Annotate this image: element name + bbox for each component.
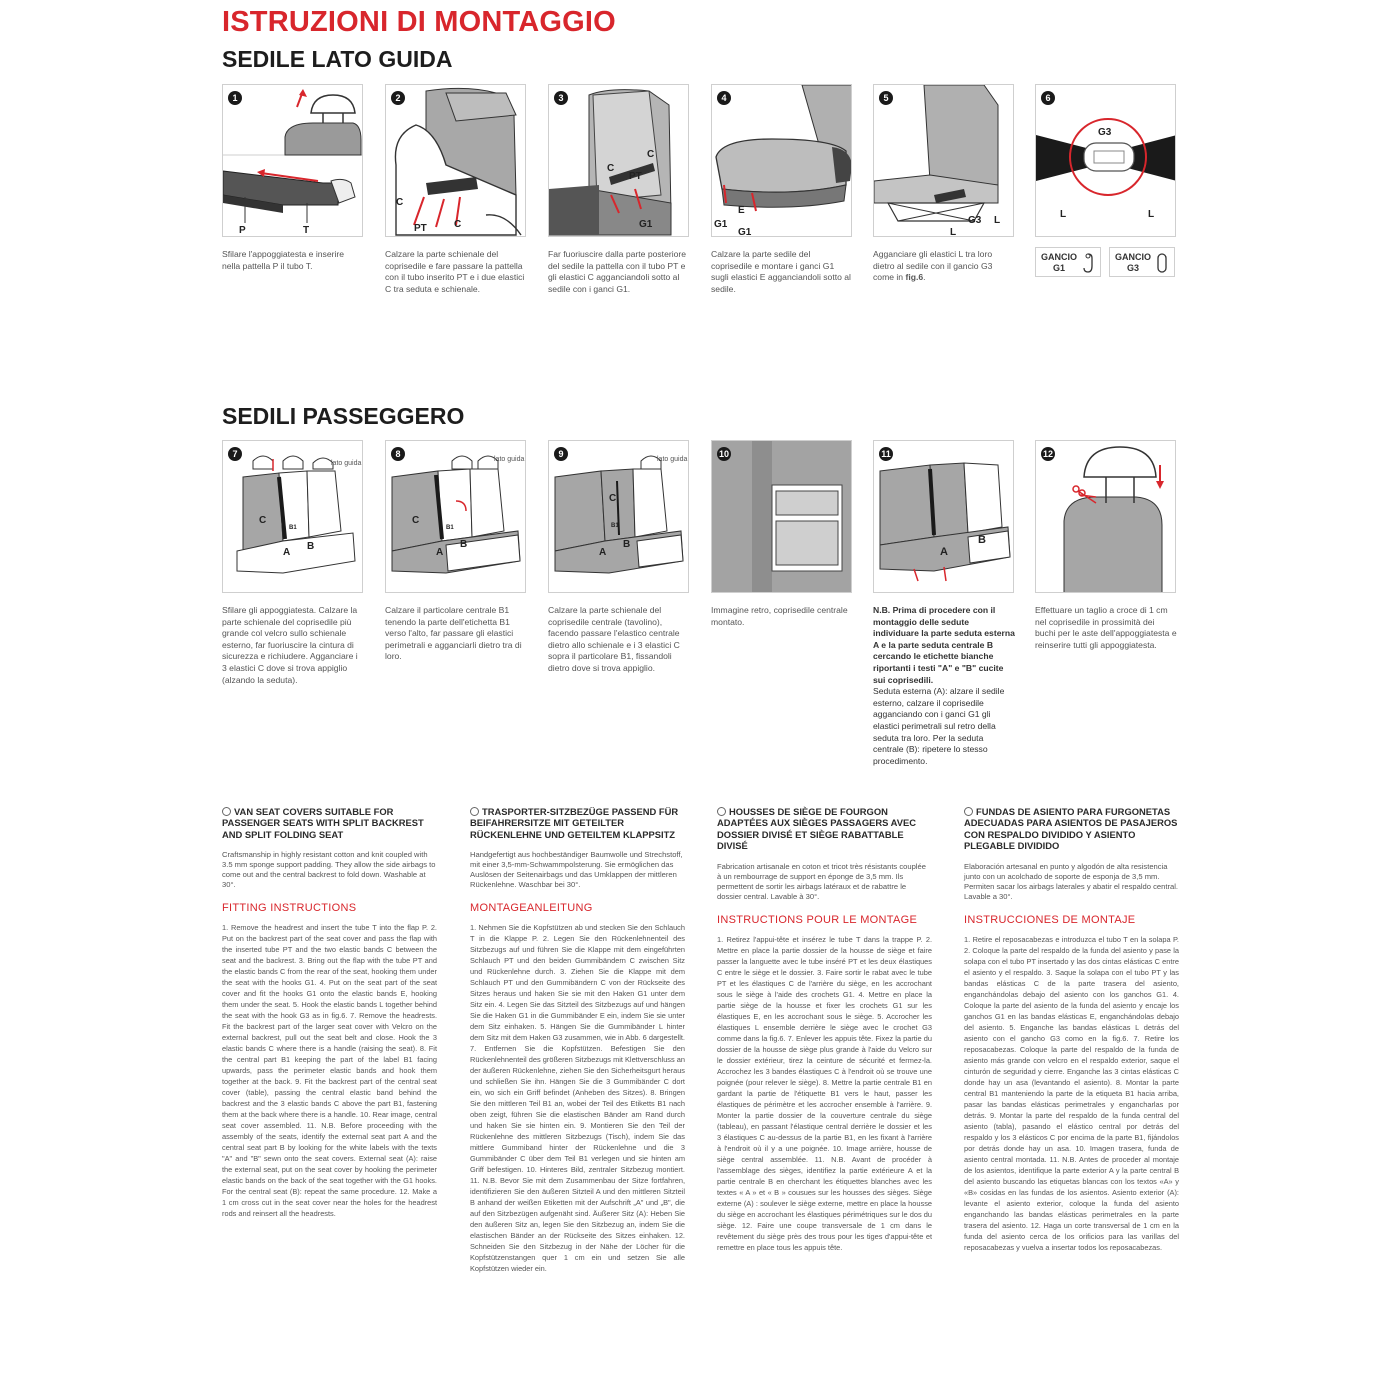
- label-a: A: [940, 546, 948, 558]
- step-1: [222, 84, 364, 272]
- step-8-illustration: [385, 440, 526, 593]
- step-6-illustration: [1035, 84, 1176, 237]
- step-12-caption: Effettuare un taglio a croce di 1 cm nel coprisedile in prossimità dei buchi per le aste dell'appoggiatesta e reinserire tutti gli appoggiatesta.: [1035, 605, 1177, 650]
- step-5-caption-ref: fig.6: [905, 272, 924, 283]
- step-7-caption: Sfilare gli appoggiatesta. Calzare la parte schienale del coprisedile più grande col velcro sullo schienale esterno, far fuoriuscire la cintura di sicurezza e richiudere. Agganciare i 3 elastici C dove si trova appiglio (alzando la seduta).: [222, 605, 358, 685]
- step-5: [873, 84, 1015, 284]
- label-e: E: [738, 205, 745, 216]
- label-b: B: [460, 539, 468, 550]
- lang-fitting-title: MONTAGEANLEITUNG: [470, 902, 593, 915]
- label-pt: PT: [629, 171, 642, 182]
- step-number: 6: [1041, 91, 1055, 105]
- lang-fitting-title: FITTING INSTRUCTIONS: [222, 902, 357, 915]
- hook-g1-icon: [1082, 252, 1094, 274]
- label-l: L: [950, 227, 957, 238]
- step-12: [1035, 440, 1177, 651]
- step-5-illustration: [873, 84, 1014, 237]
- step-number: 10: [718, 449, 729, 459]
- page-title: ISTRUZIONI DI MONTAGGIO: [222, 6, 616, 38]
- language-flag-icon: [222, 807, 231, 816]
- label-lato-guida: lato guida: [657, 456, 688, 463]
- step-8: [385, 440, 527, 663]
- label-a: A: [436, 547, 444, 558]
- step-11: [873, 440, 1015, 767]
- language-flag-icon: [470, 807, 479, 816]
- label-g1: G1: [738, 227, 752, 238]
- step-2-illustration: [385, 84, 526, 237]
- label-t: T: [303, 225, 310, 236]
- step-5-caption-end: .: [923, 272, 926, 283]
- label-b1: B1: [611, 523, 619, 529]
- label-pt: PT: [414, 223, 427, 234]
- label-c: C: [609, 493, 617, 504]
- step-10: [711, 440, 853, 628]
- lang-steps: 1. Remove the headrest and insert the tube T into the flap P. 2. Put on the backrest part of the seat cover and pass the flap with the inserted tube PT and the two elastic bands C between the seat and the backrest. 3. Bring out the flap with the tube PT and the elastic bands C from the rear of the seat, hooking them under the seat with the hooks G1. 4. Put on the seat part of the seat cover and fit the hooks G1 onto the elastic bands E, hooking them under the seat. 5. Hook the elastic bands L together behind the seat with the hook G3 as in fig.6. 7. Remove the headrests. Fit the backrest part of the larger seat cover with Velcro on the external backrest, pull out the seat belt and close. Hook the 3 elastic bands C where there is a handle (raising the seat). 8. Fit the central part B1 keeping the part of the label B1 facing upwards, pass the perimeter elastic bands and hook them together at the back. 9. Fit the backrest part of the central seat cover (table), passing the central elastic band behind the backrest and the 3 elastic bands C above the part B1, fastening them at the back where there is a handle. 10. Rear image, central seat cover assembled. 11. N.B. Before proceeding with the assembly of the seats, identify the external seat part A and the central seat part B by looking for the white labels with the texts "A" and "B" sewn onto the seat covers. External seat (A): raise the external seat, put on the seat cover by hooking the perimeter elastic bands on the back of the seat together with the G1 hooks. For the central seat (B): repeat the same procedure. 12. Make a 1 cm cross cut in the seat cover near the holes for the headrest rods and reinsert all the headrests.: [222, 923, 437, 1219]
- label-a: A: [599, 547, 607, 558]
- step-8-caption: Calzare il particolare centrale B1 tenendo la parte dell'etichetta B1 verso l'alto, far passare gli elastici perimetrali e agganciarli dietro tra di loro.: [385, 605, 522, 662]
- label-c: C: [412, 515, 420, 526]
- lang-intro: Elaboración artesanal en punto y algodón de alta resistencia junto con un acolchado de soporte de esponja de 3,5 mm. Permiten sacar los airbags laterales y abatir el respaldo central. Lavable a 30°.: [964, 861, 1178, 901]
- lang-column-es: [964, 806, 1179, 1253]
- lang-intro: Handgefertigt aus hochbeständiger Baumwolle und Strechstoff, mit einer 3,5-mm-Schwammpolsterung. Sie ermöglichen das Auslösen der Seitenairbags und das Umklappen der mittleren Rückenlehne. Waschbar bei 30°.: [470, 850, 683, 890]
- label-a: A: [283, 547, 291, 558]
- section-heading-driver: SEDILE LATO GUIDA: [222, 46, 453, 72]
- label-g3: G3: [1098, 127, 1112, 138]
- lang-steps: 1. Nehmen Sie die Kopfstützen ab und stecken Sie den Schlauch T in die Klappe P. 2. Legen Sie den Rückenlehnenteil des Sitzbezugs auf und führen Sie die Klappe mit dem eingeführten Schlauch PT und den beiden Gummibändern C zwischen Sitz und Rückenlehne durch. 3. Ziehen Sie die Klappe mit dem Schlauch PT und den Gummibändern C von der Rückseite des Sitzes heraus und haken Sie sie mit den Haken G1 unter dem Sitz ein. 4. Legen Sie das Sitzteil des Sitzbezugs auf und hängen Sie die Haken G1 in die Gummibänder E ein, indem Sie sie unter dem Sitz einhaken. 5. Hängen Sie die Gummibänder L hinter dem Sitz mit dem Haken G3 zusammen, wie in Abb. 6 dargestellt. 7. Entfernen Sie die Kopfstützen. Befestigen Sie den Rückenlehnenteil des größeren Sitzbezugs mit Klettverschluss an der äußeren Rückenlehne, ziehen Sie den Sicherheitsgurt heraus und schließen Sie ihn. Hängen Sie die 3 Gummibänder C dort ein, wo sich ein Griff befindet (Anheben des Sitzes). 8. Bringen Sie den mittleren Teil B1 an, wobei der Teil des Etiketts B1 nach oben zeigt, führen Sie die elastischen Bänder am Rand durch und haken Sie sie hinten ein. 9. Montieren Sie den Teil der Rückenlehne des mittleren Sitzbezugs (Tisch), indem Sie das mittlere Gummiband hinter der Rückenlehne und die 3 Gummibänder C über dem Teil B1 verlegen und sie hinten am Griff befestigen. 10. Hinteres Bild, zentraler Sitzbezug montiert. 11. N.B. Bevor Sie mit dem Zusammenbau der Sitze fortfahren, identifizieren Sie den äußeren Sitzteil A und den mittleren Sitzteil B anhand der weißen Etiketten mit der Aufschrift „A" und „B", die auf den Sitzbezügen aufgenäht sind. Äußerer Sitz (A): Heben Sie den äußeren Sitz an, legen Sie den Sitzbezug an, indem Sie die elastischen Bänder an der Rückseite des Sitzes einhaken. 12. Schneiden Sie den Sitzbezug in der Nähe der Löcher für die Kopfstützenstangen quer 1 cm ein und setzen Sie alle Kopfstützen wieder ein.: [470, 923, 685, 1274]
- step-3-caption: Far fuoriuscire dalla parte posteriore del sedile la pattella con il tubo PT e gli elastici C agganciandoli sotto al sedile con i ganci G1.: [548, 249, 687, 294]
- hook-code: G1: [1052, 263, 1065, 273]
- step-2-caption: Calzare la parte schienale del coprisedile e fare passare la pattella con il tubo inserito PT e i due elastici C tra seduta e schienale.: [385, 249, 525, 294]
- step-number: 4: [717, 91, 731, 105]
- label-g1: G1: [714, 219, 728, 230]
- step-7: [222, 440, 364, 686]
- step-5-caption: [873, 249, 1015, 284]
- label-g1: G1: [639, 219, 653, 230]
- step-number: 3: [554, 91, 568, 105]
- step-number: 1: [228, 91, 242, 105]
- lang-fitting-title: INSTRUCCIONES DE MONTAJE: [964, 913, 1136, 926]
- lang-heading: FUNDAS DE ASIENTO PARA FURGONETAS ADECUADAS PARA ASIENTOS DE PASAJEROS CON RESPALDO DIVIDIDO Y ASIENTO PLEGABLE DIVIDIDO: [964, 806, 1178, 852]
- lang-heading: HOUSSES DE SIÈGE DE FOURGON ADAPTÉES AUX SIÈGES PASSAGERS AVEC DOSSIER DIVISÉ ET SIÈGE RABATTABLE DIVISÉ: [717, 806, 916, 852]
- hook-g3-icon: [1156, 252, 1168, 274]
- lang-intro: Fabrication artisanale en coton et tricot très résistants couplée à un rembourrage de support en éponge de 3,5 mm. Ils permettent de sortir les airbags latéraux et de rabattre le dossier central. Lavable à 30°.: [717, 861, 926, 901]
- step-3: [548, 84, 690, 295]
- label-l: L: [1148, 209, 1155, 220]
- step-12-illustration: [1035, 440, 1176, 593]
- hook-label: GANCIO: [1041, 252, 1077, 262]
- step-11-caption: [873, 605, 1015, 767]
- step-4: [711, 84, 853, 295]
- lang-column-de: [470, 806, 685, 1274]
- step-9-illustration: [548, 440, 689, 593]
- step-6: [1035, 84, 1177, 237]
- label-l: L: [994, 215, 1001, 226]
- lang-steps: 1. Retire el reposacabezas e introduzca el tubo T en la solapa P. 2. Coloque la parte del respaldo de la funda del asiento y pase la solapa con el tubo PT insertado y las dos cintas elásticas C entre el asiento y el respaldo. 3. Saque la solapa con el tubo PT y las bandas elásticas C de la parte trasera del asiento, enganchándolas debajo del asiento con los ganchos G1. 4. Coloque la parte del asiento de la funda del asiento y encaje los ganchos G1 en las bandas elásticas E, enganchándolas debajo del asiento. 5. Enganche las bandas elásticas L detrás del asiento con el gancho G3 como en la fig.6. 7. Retire los reposacabezas. Coloque la parte del respaldo de la funda de asiento más grande con velcro en el respaldo exterior, saque el cinturón de seguridad y cierre. Enganche las 3 cintas elásticas C donde hay un asa (levantando el asiento). 8. Montar la parte central B1 manteniendo la parte de la etiqueta B1 hacia arriba, pasar las bandas elásticas perimetrales y engancharlas por detrás. 9. Montar la parte del respaldo de la funda central del asiento (tabla), pasando el elástico central por detrás del respaldo y los 3 elásticos C por encima de la parte B1, fijándolos por detrás donde hay un asa. 10. Imagen trasera, funda de asiento central montada. 11. N.B. Antes de proceder al montaje de los asientos, identifique la parte exterior A y la parte central B del asiento buscando las etiquetas blancas con los textos «A» y «B» cosidas en las fundas de los asientos. Asiento exterior (A): levante el asiento exterior, coloque la funda del asiento enganchando las bandas elásticas perimetrales en la parte trasera del asiento. 12. Haga un corte transversal de 1 cm en la funda del asiento cerca de los orificios para las varillas del reposacabezas y vuelva a insertar todos los reposacabezas.: [964, 934, 1179, 1252]
- language-flag-icon: [717, 807, 726, 816]
- lang-heading: VAN SEAT COVERS SUITABLE FOR PASSENGER SEATS WITH SPLIT BACKREST AND SPLIT FOLDING SEAT: [222, 806, 424, 840]
- lang-column-fr: [717, 806, 932, 1253]
- lang-heading: TRASPORTER-SITZBEZÜGE PASSEND FÜR BEIFAHRERSITZE MIT GETEILTER RÜCKENLEHNE UND GETEILTEM KLAPPSITZ: [470, 806, 679, 840]
- label-c: C: [607, 163, 615, 174]
- step-number: 2: [391, 91, 405, 105]
- label-lato-guida: lato guida: [494, 456, 525, 463]
- step-number: 7: [228, 447, 242, 461]
- step-number: 8: [391, 447, 405, 461]
- hook-label: GANCIO: [1115, 252, 1151, 262]
- step-number: 5: [879, 91, 893, 105]
- step-4-illustration: [711, 84, 852, 237]
- label-b: B: [623, 539, 631, 550]
- lang-steps: 1. Retirez l'appui-tête et insérez le tube T dans la trappe P. 2. Mettre en place la partie dossier de la housse de siège et faire passer la languette avec le tube inséré PT et les deux élastiques C entre le siège et le dossier. 3. Faire sortir le rabat avec le tube PT et les élastiques C de l'arrière du siège, en les accrochant sous le siège à l'aide des crochets G1. 4. Mettre en place la partie siège de la housse et fixer les crochets G1 sur les élastiques E, en les accrochant sous le siège. 5. Accrocher les élastiques L ensemble derrière le siège avec le crochet G3 comme dans la fig.6. 7. Enlever les appuis tête. Fixez la partie du dossier de la housse de siège plus grande à l'aide du Velcro sur le dossier extérieur, tirez la ceinture de sécurité et fermez-la. Accrochez les 3 bandes élastiques C à l'endroit où se trouve une poignée (pour relever le siège). 8. Mettre la partie centrale B1 en gardant la partie de l'étiquette B1 vers le haut, passer les élastiques de périmètre et les accrocher ensemble à l'arrière. 9. Monter la partie dossier de la couverture centrale du siège (tableau), en passant l'élastique central derrière le dossier et les 3 élastiques C au-dessus de la partie B1, en les fixant à l'arrière à l'endroit où il y a une poignée. 10. Image arrière, housse de siège central assemblée. 11. N.B. Avant de procéder à l'assemblage des sièges, identifiez la partie extérieure A et la partie centrale B en cherchant les étiquettes blanches avec les textes « A » et « B » cousues sur les housses des sièges. Siège externe (A) : soulever le siège externe, mettre en place la housse du siège en accrochant les élastiques périmétriques sur le dos du siège. 12. Faire une coupe transversale de 1 cm dans le revêtement du siège près des trous pour les tiges d'appui-tête et remettre en place tous les appuis tête.: [717, 934, 932, 1252]
- label-b: B: [307, 541, 315, 552]
- label-c: C: [454, 219, 462, 230]
- label-g3: G3: [968, 215, 982, 226]
- label-b: B: [978, 534, 986, 546]
- step-10-caption: Immagine retro, coprisedile centrale montato.: [711, 605, 848, 627]
- step-number: 9: [554, 447, 568, 461]
- section-heading-passenger: SEDILI PASSEGGERO: [222, 403, 465, 429]
- label-c: C: [396, 197, 404, 208]
- step-1-illustration: [222, 84, 363, 237]
- hook-g3-legend: [1109, 247, 1175, 277]
- step-1-caption: Sfilare l'appoggiatesta e inserire nella pattella P il tubo T.: [222, 249, 345, 271]
- step-number: 12: [1042, 449, 1053, 459]
- label-lato-guida: lato guida: [331, 460, 362, 467]
- step-11-illustration: [873, 440, 1014, 593]
- lang-column-en: [222, 806, 437, 1219]
- step-11-caption-text: Seduta esterna (A): alzare il sedile esterno, calzare il coprisedile agganciando con i ganci G1 gli elastici perimetrali sul retro della seduta tra loro. Per la seduta centrale (B): ripetere lo stesso procedimento.: [873, 686, 1005, 766]
- label-p: P: [239, 225, 246, 236]
- step-5-caption-text: Agganciare gli elastici L tra loro dietro al sedile con il gancio G3 come in: [873, 249, 993, 283]
- hook-g1-legend: [1035, 247, 1101, 277]
- step-11-note: N.B. Prima di procedere con il montaggio delle sedute individuare la parte seduta esterna A e la parte seduta centrale B cercando le etichette bianche riportanti i testi "A" e "B" cucite sui coprisedili.: [873, 605, 1015, 685]
- lang-intro: Craftsmanship in highly resistant cotton and knit coupled with 3.5 mm sponge support padding. They allow the side airbags to come out and the central backrest to fold down. Washable at 30°.: [222, 850, 436, 890]
- lang-fitting-title: INSTRUCTIONS POUR LE MONTAGE: [717, 913, 918, 926]
- step-9-caption: Calzare la parte schienale del coprisedile centrale (tavolino), facendo passare l'elastico centrale dietro allo schienale e i 3 elastici C sopra il particolare B1, fissandoli dietro dove si trova appiglio.: [548, 605, 680, 673]
- step-3-illustration: [548, 84, 689, 237]
- step-9: [548, 440, 690, 675]
- language-flag-icon: [964, 807, 973, 816]
- label-b1: B1: [446, 525, 454, 531]
- label-c: C: [259, 515, 267, 526]
- label-l: L: [1060, 209, 1067, 220]
- step-4-caption: Calzare la parte sedile del coprisedile e montare i ganci G1 sugli elastici E agganciandoli sotto al sedile.: [711, 249, 851, 294]
- step-10-illustration: [711, 440, 852, 593]
- step-2: [385, 84, 527, 295]
- label-b1: B1: [289, 525, 297, 531]
- step-7-illustration: [222, 440, 363, 593]
- step-number: 11: [879, 447, 893, 461]
- hook-code: G3: [1126, 263, 1139, 273]
- label-c: C: [647, 149, 655, 160]
